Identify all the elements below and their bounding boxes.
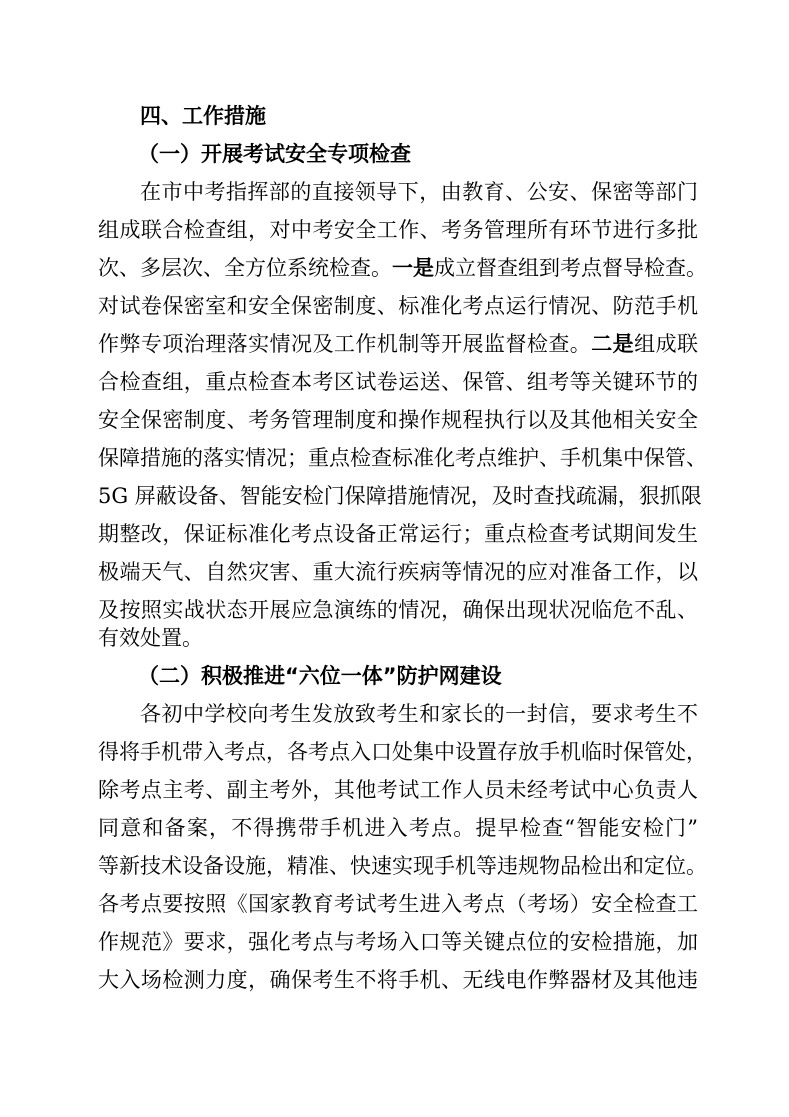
paragraph-line: 作规范》要求，强化考点与考场入口等关键点位的安检措施，加 (98, 930, 698, 954)
emphasis-text: 二是 (591, 332, 635, 356)
paragraph-line: 大入场检测力度，确保考生不将手机、无线电作弊器材及其他违 (98, 968, 698, 992)
section-heading: 四、工作措施 (140, 104, 266, 128)
paragraph-line: 极端天气、自然灾害、重大流行疾病等情况的应对准备工作，以 (98, 560, 698, 584)
paragraph-line: 各考点要按照《国家教育考试考生进入考点（考场）安全检查工 (98, 892, 698, 916)
paragraph-line: 除考点主考、副主考外，其他考试工作人员未经考试中心负责人 (98, 778, 698, 802)
subsection-title-1: （一）开展考试安全专项检查 (138, 142, 411, 166)
paragraph-line: 安全保密制度、考务管理制度和操作规程执行以及其他相关安全 (98, 408, 698, 432)
paragraph-line: 合检查组，重点检查本考区试卷运送、保管、组考等关键环节的 (98, 370, 698, 394)
paragraph-line: 对试卷保密室和安全保密制度、标准化考点运行情况、防范手机 (98, 294, 698, 318)
subsection-title-2: （二）积极推进“六位一体”防护网建设 (138, 664, 502, 688)
paragraph-line: 同意和备案，不得携带手机进入考点。提早检查“智能安检门” (98, 816, 698, 840)
paragraph-line: 等新技术设备设施，精准、快速实现手机等违规物品检出和定位。 (98, 854, 707, 878)
paragraph-line: 有效处置。 (98, 626, 203, 650)
paragraph-line: 及按照实战状态开展应急演练的情况，确保出现状况临危不乱、 (98, 598, 698, 622)
paragraph-line: 得将手机带入考点，各考点入口处集中设置存放手机临时保管处， (98, 740, 707, 764)
paragraph-line: 组成联合检查组，对中考安全工作、考务管理所有环节进行多批 (98, 218, 698, 242)
paragraph-line: 各初中学校向考生发放致考生和家长的一封信，要求考生不 (140, 702, 698, 726)
paragraph-line: 保障措施的落实情况；重点检查标准化考点维护、手机集中保管、 (98, 446, 707, 470)
emphasis-text: 一是 (392, 256, 434, 280)
paragraph-line: 次、多层次、全方位系统检查。一是成立督查组到考点督导检查。 (98, 256, 707, 280)
paragraph-line: 期整改，保证标准化考点设备正常运行；重点检查考试期间发生 (98, 522, 698, 546)
paragraph-line: 5G 屏蔽设备、智能安检门保障措施情况，及时查找疏漏，狠抓限 (98, 484, 702, 508)
paragraph-line: 作弊专项治理落实情况及工作机制等开展监督检查。二是组成联 (98, 332, 699, 356)
paragraph-line: 在市中考指挥部的直接领导下，由教育、公安、保密等部门 (140, 180, 698, 204)
